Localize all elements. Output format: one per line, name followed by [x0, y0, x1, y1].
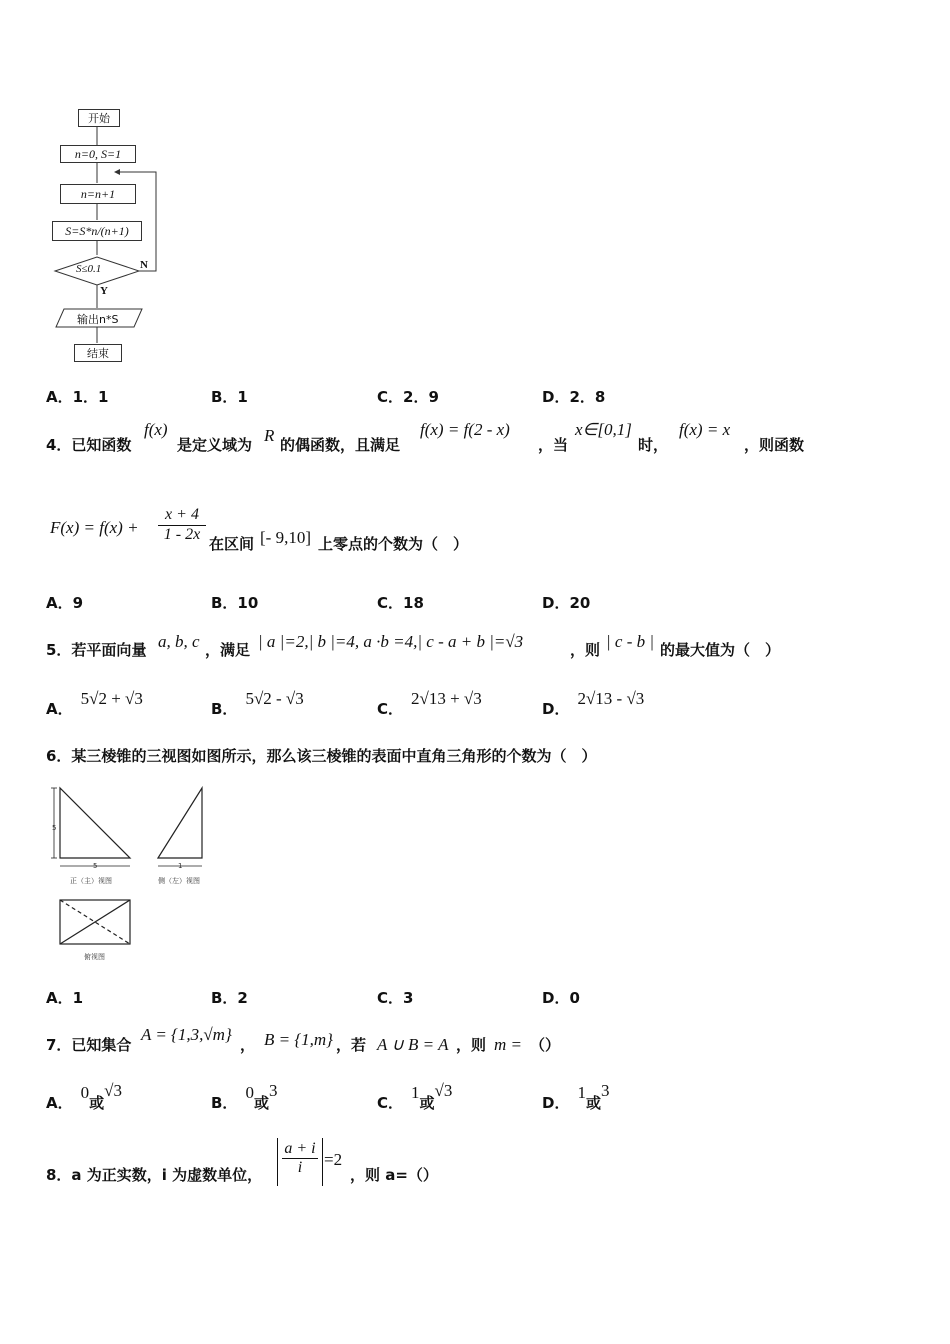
q7-text-1: ，若	[336, 1036, 367, 1054]
q4-eq2: f(x) = x	[679, 420, 731, 439]
q7-option-a: A．0或√3	[46, 1081, 122, 1112]
q4-text-7: 上零点的个数为（ ）	[318, 535, 469, 553]
q7-text-3: （）	[530, 1036, 561, 1054]
q4-text-5: ，则函数	[744, 436, 805, 454]
q4-text-6: 在区间	[209, 535, 255, 553]
q8-text-1: 8．a 为正实数，i 为虚数单位，	[46, 1166, 263, 1184]
q4-option-b: B．10	[211, 594, 259, 612]
flowchart-output: 输出n*S	[77, 313, 119, 326]
q5-option-c: C．2√13 + √3	[377, 689, 482, 718]
q4-text-1: 是定义域为	[177, 436, 253, 454]
side-view-width: 1	[178, 862, 183, 870]
q7-sep: ，	[240, 1036, 256, 1054]
q8-abs-fraction	[277, 1138, 323, 1186]
q4-option-c: C．18	[377, 594, 424, 612]
q7-text-2: ，则	[456, 1036, 487, 1054]
q5-option-b: B．5√2 - √3	[211, 689, 304, 718]
q7-num: 7．已知集合	[46, 1036, 132, 1054]
q6-option-d: D．0	[542, 989, 580, 1007]
flowchart-step-n: n=n+1	[60, 184, 136, 204]
flowchart-no-label: N	[140, 259, 148, 271]
flowchart-step-s: S=S*n/(n+1)	[52, 221, 142, 241]
q5-option-d: D．2√13 - √3	[542, 689, 645, 718]
q7-option-c: C．1或√3	[377, 1081, 453, 1112]
q5-text-1: ，满足	[205, 641, 251, 659]
side-view-label: 侧（左）视图	[158, 877, 200, 885]
q8-frac-num: a + i	[282, 1140, 318, 1159]
q7-set-B: B = {1,m}	[264, 1030, 333, 1049]
q4-text-4: 时，	[638, 436, 669, 454]
q4-fx: f(x)	[144, 420, 168, 439]
q3-option-c: C．2．9	[377, 388, 439, 406]
q7-union: A ∪ B = A	[377, 1035, 449, 1054]
q3-option-a: A．1．1	[46, 388, 109, 406]
flowchart-condition: S≤0.1	[76, 263, 102, 275]
front-view-height: 5	[52, 824, 57, 832]
flowchart	[50, 105, 170, 365]
q5-text-2: ，则	[570, 641, 601, 659]
q4-text-3: ，当	[538, 436, 569, 454]
top-view-label: 俯视图	[84, 953, 105, 961]
q7-set-A: A = {1,3,√m}	[141, 1025, 232, 1044]
flowchart-yes-label: Y	[100, 285, 108, 297]
q5-num: 5．若平面向量	[46, 641, 147, 659]
flowchart-end: 结束	[74, 344, 122, 362]
q4-option-d: D．20	[542, 594, 591, 612]
q4-R: R	[264, 426, 275, 445]
q7-option-b: B．0或3	[211, 1081, 278, 1112]
q6-option-c: C．3	[377, 989, 414, 1007]
q4-option-a: A．9	[46, 594, 84, 612]
q4-text-2: 的偶函数，且满足	[280, 436, 401, 454]
q4-eq1: f(x) = f(2 - x)	[420, 420, 510, 439]
q3-option-d: D．2．8	[542, 388, 606, 406]
q4-fraction	[158, 506, 206, 544]
front-view-label: 正（主）视图	[70, 877, 112, 885]
q7-option-d: D．1或3	[542, 1081, 610, 1112]
q4-domain: x∈[0,1]	[575, 420, 632, 439]
q8-eq: =2	[324, 1150, 343, 1169]
q5-vectors: a, b, c	[158, 632, 200, 651]
flowchart-start: 开始	[78, 109, 120, 127]
front-view-width: 5	[93, 862, 98, 870]
q4-frac-den: 1 - 2x	[163, 526, 201, 543]
q8-frac-den: i	[297, 1159, 303, 1176]
q4-F: F(x) = f(x) +	[50, 518, 139, 537]
q4-interval: [- 9,10]	[260, 528, 311, 547]
q5-conditions: | a |=2,| b |=4, a ·b =4,| c - a + b |=√3	[258, 632, 524, 651]
flowchart-init: n=0, S=1	[60, 145, 136, 163]
three-view-figure	[46, 782, 216, 962]
q6-text: 6．某三棱锥的三视图如图所示，那么该三棱锥的表面中直角三角形的个数为（ ）	[46, 747, 597, 765]
three-view-drawing	[46, 782, 216, 962]
q8-text-2: ，则 a=（）	[350, 1166, 438, 1184]
q4-num: 4．已知函数	[46, 436, 132, 454]
q3-option-b: B．1	[211, 388, 248, 406]
q5-text-3: 的最大值为（ ）	[660, 641, 781, 659]
q7-m: m =	[494, 1035, 522, 1054]
q6-option-a: A．1	[46, 989, 84, 1007]
q6-option-b: B．2	[211, 989, 248, 1007]
q4-frac-num: x + 4	[158, 506, 206, 526]
q5-expr: | c - b |	[606, 632, 655, 651]
q5-option-a: A．5√2 + √3	[46, 689, 143, 718]
